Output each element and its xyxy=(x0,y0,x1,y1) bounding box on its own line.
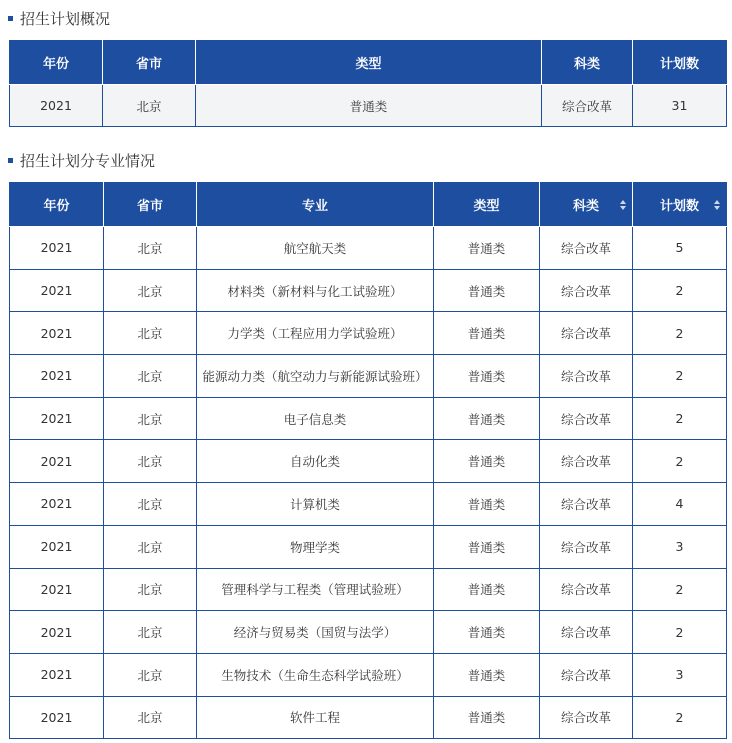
header-year: 年份 xyxy=(10,41,103,85)
header-plan-count-sortable[interactable] xyxy=(633,183,727,227)
cell-major: 物理学类 xyxy=(197,525,434,568)
cell-province: 北京 xyxy=(104,568,197,611)
header-category: 科类 xyxy=(542,41,633,85)
cell-province: 北京 xyxy=(104,440,197,483)
cell-major: 软件工程 xyxy=(197,696,434,739)
cell-plan-count: 5 xyxy=(633,227,727,270)
cell-type: 普通类 xyxy=(434,568,540,611)
cell-plan-count: 2 xyxy=(633,611,727,654)
header-province: 省市 xyxy=(103,41,196,85)
cell-plan-count: 2 xyxy=(633,312,727,355)
cell-province: 北京 xyxy=(104,696,197,739)
cell-year: 2021 xyxy=(10,312,104,355)
table-row xyxy=(10,611,727,654)
cell-province: 北京 xyxy=(104,525,197,568)
overview-title-text: 招生计划概况 xyxy=(20,10,111,28)
cell-major: 经济与贸易类（国贸与法学） xyxy=(197,611,434,654)
cell-province: 北京 xyxy=(104,611,197,654)
cell-province: 北京 xyxy=(104,355,197,398)
table-row xyxy=(10,312,727,355)
cell-category: 综合改革 xyxy=(540,355,633,398)
cell-plan-count: 2 xyxy=(633,397,727,440)
cell-major: 航空航天类 xyxy=(197,227,434,270)
cell-province: 北京 xyxy=(104,312,197,355)
cell-plan-count: 2 xyxy=(633,440,727,483)
cell-plan-count: 4 xyxy=(633,483,727,526)
table-row xyxy=(10,653,727,696)
cell-year: 2021 xyxy=(10,568,104,611)
cell-category: 综合改革 xyxy=(540,440,633,483)
header-year: 年份 xyxy=(10,183,104,227)
cell-year: 2021 xyxy=(10,440,104,483)
majors-table xyxy=(9,182,727,739)
cell-province: 北京 xyxy=(104,653,197,696)
majors-section-title xyxy=(8,150,155,171)
overview-table xyxy=(9,40,727,127)
table-row xyxy=(10,227,727,270)
cell-type: 普通类 xyxy=(434,227,540,270)
cell-plan-count: 2 xyxy=(633,696,727,739)
cell-plan-count: 3 xyxy=(633,525,727,568)
cell-plan-count: 3 xyxy=(633,653,727,696)
cell-type: 普通类 xyxy=(434,397,540,440)
sort-icon[interactable] xyxy=(714,200,720,210)
cell-type: 普通类 xyxy=(434,355,540,398)
cell-type: 普通类 xyxy=(434,525,540,568)
table-row xyxy=(10,568,727,611)
cell-year: 2021 xyxy=(10,611,104,654)
table-row xyxy=(10,525,727,568)
cell-type: 普通类 xyxy=(434,653,540,696)
cell-year: 2021 xyxy=(10,227,104,270)
cell-year: 2021 xyxy=(10,696,104,739)
header-plan-count-label: 计划数 xyxy=(659,199,699,214)
cell-category: 综合改革 xyxy=(540,696,633,739)
cell-type: 普通类 xyxy=(434,440,540,483)
header-plan-count: 计划数 xyxy=(633,41,727,85)
cell-year: 2021 xyxy=(10,653,104,696)
cell-province: 北京 xyxy=(104,227,197,270)
cell-major: 计算机类 xyxy=(197,483,434,526)
table-row xyxy=(10,397,727,440)
overview-header-row xyxy=(10,41,727,85)
header-category-label: 科类 xyxy=(572,199,599,214)
cell-province: 北京 xyxy=(103,85,196,127)
cell-category: 综合改革 xyxy=(540,568,633,611)
cell-province: 北京 xyxy=(104,397,197,440)
cell-major: 力学类（工程应用力学试验班） xyxy=(197,312,434,355)
cell-category: 综合改革 xyxy=(540,312,633,355)
cell-province: 北京 xyxy=(104,269,197,312)
overview-section-title xyxy=(8,8,110,29)
square-bullet-icon xyxy=(8,16,13,21)
cell-type: 普通类 xyxy=(434,269,540,312)
cell-category: 综合改革 xyxy=(540,525,633,568)
cell-major: 能源动力类（航空动力与新能源试验班） xyxy=(197,355,434,398)
cell-category: 综合改革 xyxy=(540,611,633,654)
cell-category: 综合改革 xyxy=(540,483,633,526)
cell-plan-count: 31 xyxy=(633,85,727,127)
cell-category: 综合改革 xyxy=(542,85,633,127)
cell-type: 普通类 xyxy=(434,696,540,739)
cell-type: 普通类 xyxy=(434,611,540,654)
cell-category: 综合改革 xyxy=(540,227,633,270)
cell-major: 材料类（新材料与化工试验班） xyxy=(197,269,434,312)
cell-major: 自动化类 xyxy=(197,440,434,483)
cell-year: 2021 xyxy=(10,525,104,568)
cell-plan-count: 2 xyxy=(633,568,727,611)
cell-type: 普通类 xyxy=(434,483,540,526)
cell-type: 普通类 xyxy=(434,312,540,355)
header-type: 类型 xyxy=(434,183,540,227)
table-row xyxy=(10,355,727,398)
cell-province: 北京 xyxy=(104,483,197,526)
cell-category: 综合改革 xyxy=(540,269,633,312)
cell-year: 2021 xyxy=(10,397,104,440)
cell-year: 2021 xyxy=(10,85,103,127)
majors-header-row xyxy=(10,183,727,227)
table-row xyxy=(10,483,727,526)
cell-type: 普通类 xyxy=(196,85,542,127)
header-major: 专业 xyxy=(197,183,434,227)
cell-major: 管理科学与工程类（管理试验班） xyxy=(197,568,434,611)
header-type: 类型 xyxy=(196,41,542,85)
cell-year: 2021 xyxy=(10,355,104,398)
cell-major: 生物技术（生命生态科学试验班） xyxy=(197,653,434,696)
header-province: 省市 xyxy=(104,183,197,227)
table-row xyxy=(10,269,727,312)
majors-title-text: 招生计划分专业情况 xyxy=(20,152,156,170)
sort-icon[interactable] xyxy=(620,200,626,210)
cell-plan-count: 2 xyxy=(633,269,727,312)
cell-plan-count: 2 xyxy=(633,355,727,398)
cell-year: 2021 xyxy=(10,269,104,312)
table-row xyxy=(10,696,727,739)
cell-major: 电子信息类 xyxy=(197,397,434,440)
cell-year: 2021 xyxy=(10,483,104,526)
majors-table-body xyxy=(10,227,727,739)
table-row xyxy=(10,85,727,127)
square-bullet-icon xyxy=(8,158,13,163)
header-category-sortable[interactable] xyxy=(540,183,633,227)
cell-category: 综合改革 xyxy=(540,653,633,696)
table-row xyxy=(10,440,727,483)
cell-category: 综合改革 xyxy=(540,397,633,440)
